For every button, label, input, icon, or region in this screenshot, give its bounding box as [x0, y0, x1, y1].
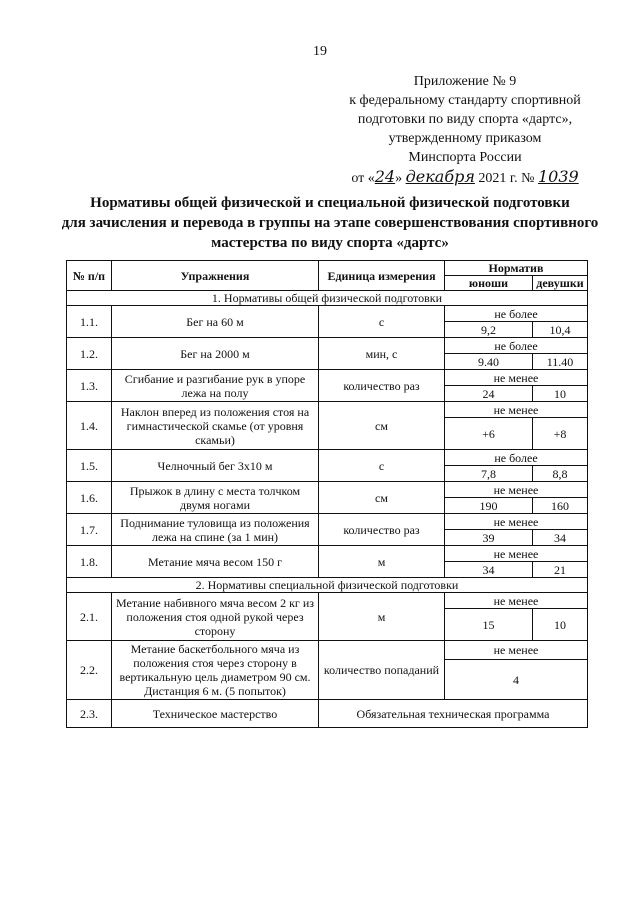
row-number: 1.4. [67, 402, 112, 450]
row-number: 1.1. [67, 306, 112, 338]
row-condition: не менее [445, 641, 588, 660]
table-row [67, 700, 588, 728]
row-number: 1.5. [67, 450, 112, 482]
header-num: № п/п [67, 261, 112, 291]
row-girls: 21 [533, 562, 588, 578]
row-girls: +8 [533, 418, 588, 450]
row-number: 2.1. [67, 593, 112, 641]
page-number: 19 [313, 44, 327, 59]
row-value: 4 [445, 660, 588, 700]
row-boys: 24 [445, 386, 533, 402]
row-unit: см [319, 402, 445, 450]
row-exercise: Поднимание туловища из положения лежа на спине (за 1 мин) [112, 514, 319, 546]
row-girls: 11.40 [533, 354, 588, 370]
row-exercise: Бег на 60 м [112, 306, 319, 338]
appendix-line: утвержденному приказом [388, 131, 542, 146]
row-unit: м [319, 546, 445, 578]
row-unit: количество попаданий [319, 641, 445, 700]
row-unit: с [319, 450, 445, 482]
row-boys: 9,2 [445, 322, 533, 338]
row-exercise: Сгибание и разгибание рук в упоре лежа на полу [112, 370, 319, 402]
order-reference [330, 167, 600, 188]
table-row [67, 338, 588, 354]
row-program: Обязательная техническая программа [319, 700, 588, 728]
row-condition: не менее [445, 593, 588, 609]
order-month: декабря [405, 167, 475, 186]
row-girls: 34 [533, 530, 588, 546]
row-condition: не менее [445, 514, 588, 530]
row-boys: 39 [445, 530, 533, 546]
section-row [67, 578, 588, 593]
row-exercise: Метание мяча весом 150 г [112, 546, 319, 578]
row-number: 2.3. [67, 700, 112, 728]
row-number: 1.7. [67, 514, 112, 546]
row-number: 1.3. [67, 370, 112, 402]
row-boys: 9.40 [445, 354, 533, 370]
header-exercise: Упражнения [112, 261, 319, 291]
row-exercise: Наклон вперед из положения стоя на гимнастической скамье (от уровня скамьи) [112, 402, 319, 450]
row-girls: 10 [533, 609, 588, 641]
table-row [67, 593, 588, 609]
row-unit: количество раз [319, 370, 445, 402]
row-condition: не более [445, 306, 588, 322]
row-exercise: Метание набивного мяча весом 2 кг из положения стоя одной рукой через сторону [112, 593, 319, 641]
row-boys: +6 [445, 418, 533, 450]
order-number: 1039 [537, 167, 579, 186]
table-row [67, 306, 588, 322]
row-boys: 15 [445, 609, 533, 641]
appendix-line: Приложение № 9 [413, 74, 517, 89]
row-condition: не менее [445, 546, 588, 562]
order-prefix: от « [351, 171, 375, 186]
appendix-line: подготовки по виду спорта «дартс», [357, 112, 573, 127]
table-row [67, 514, 588, 530]
row-number: 1.8. [67, 546, 112, 578]
row-number: 1.6. [67, 482, 112, 514]
row-unit: с [319, 306, 445, 338]
row-unit: м [319, 593, 445, 641]
title-line: Нормативы общей физической и специальной физической подготовки [90, 195, 570, 211]
table-row [67, 641, 588, 660]
row-girls: 160 [533, 498, 588, 514]
appendix-header [330, 72, 600, 188]
row-girls: 10 [533, 386, 588, 402]
title-line: для зачисления и перевода в группы на этапе совершенствования спортивного [61, 215, 599, 231]
table-row [67, 482, 588, 498]
row-exercise: Прыжок в длину с места толчком двумя ногами [112, 482, 319, 514]
section-title: 1. Нормативы общей физической подготовки [67, 291, 588, 306]
title-line: мастерства по виду спорта «дартс» [211, 235, 449, 251]
row-number: 1.2. [67, 338, 112, 370]
row-boys: 7,8 [445, 466, 533, 482]
header-norm: Норматив [445, 261, 588, 276]
row-unit: количество раз [319, 514, 445, 546]
section-title: 2. Нормативы специальной физической подготовки [67, 578, 588, 593]
table-row [67, 546, 588, 562]
header-boys: юноши [445, 276, 533, 291]
document-title [60, 193, 600, 253]
row-exercise: Челночный бег 3х10 м [112, 450, 319, 482]
row-boys: 190 [445, 498, 533, 514]
section-row [67, 291, 588, 306]
header-row [67, 261, 588, 276]
order-mid: » [395, 171, 406, 186]
row-condition: не более [445, 450, 588, 466]
table-row [67, 402, 588, 418]
table-row [67, 370, 588, 386]
row-exercise: Бег на 2000 м [112, 338, 319, 370]
row-unit: см [319, 482, 445, 514]
row-condition: не менее [445, 482, 588, 498]
row-condition: не менее [445, 370, 588, 386]
norms-table [66, 260, 588, 728]
appendix-line: к федеральному стандарту спортивной [349, 93, 581, 108]
header-girls: девушки [533, 276, 588, 291]
row-exercise: Техническое мастерство [112, 700, 319, 728]
table-row [67, 450, 588, 466]
row-girls: 10,4 [533, 322, 588, 338]
row-unit: мин, с [319, 338, 445, 370]
row-girls: 8,8 [533, 466, 588, 482]
header-unit: Единица измерения [319, 261, 445, 291]
row-boys: 34 [445, 562, 533, 578]
row-number: 2.2. [67, 641, 112, 700]
order-year: 2021 г. № [474, 171, 538, 186]
row-exercise: Метание баскетбольного мяча из положения стоя через сторону в вертикальную цель диаметром 90 см. Дистанция 6 м. (5 попыток) [112, 641, 319, 700]
appendix-line: Минспорта России [408, 150, 522, 165]
row-condition: не менее [445, 402, 588, 418]
row-condition: не более [445, 338, 588, 354]
order-day: 24 [374, 167, 396, 186]
